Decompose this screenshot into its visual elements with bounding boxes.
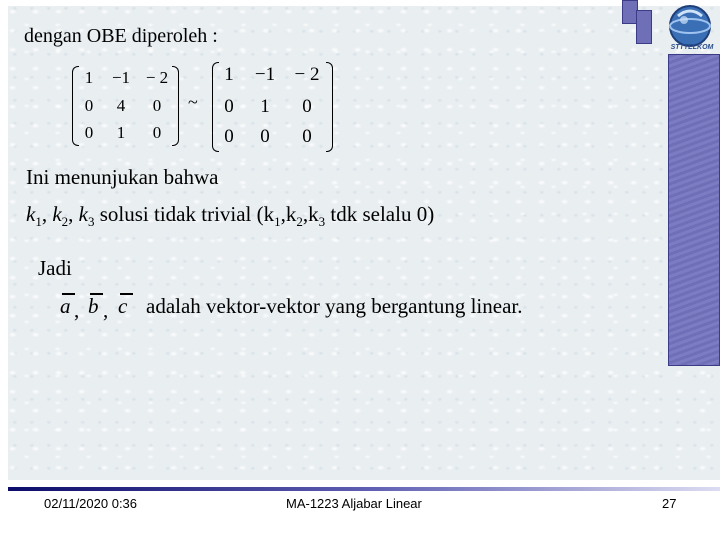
vector-sep-1: , bbox=[74, 298, 80, 322]
matrix-cell: 0 bbox=[302, 96, 312, 117]
comma-k: ,k bbox=[302, 202, 319, 226]
matrix-cell: 1 bbox=[116, 123, 126, 142]
vector-a bbox=[60, 294, 71, 319]
subscript: 2 bbox=[296, 214, 303, 230]
subscript: 3 bbox=[318, 214, 326, 230]
solution-text-end: tdk selalu 0) bbox=[325, 202, 435, 226]
conclusion-text: adalah vektor-vektor yang bergantung linear. bbox=[146, 294, 523, 318]
bracket-right bbox=[172, 66, 179, 146]
vector-bar bbox=[62, 293, 75, 295]
matrix-cell: −1 bbox=[254, 64, 276, 85]
deco-bar-right bbox=[668, 54, 720, 366]
comma: , bbox=[41, 202, 53, 226]
footer-date: 02/11/2020 0:36 bbox=[44, 496, 138, 511]
matrix-cell: 1 bbox=[260, 96, 270, 117]
footer-page-number: 27 bbox=[662, 496, 677, 511]
matrix-cell: 1 bbox=[84, 68, 94, 87]
vector-sep-2: , bbox=[103, 298, 109, 322]
matrix-cell: 0 bbox=[84, 96, 94, 115]
k-var: k bbox=[52, 202, 62, 226]
k-var: k bbox=[26, 202, 36, 226]
matrix-cell: 0 bbox=[84, 123, 94, 142]
bracket-right bbox=[326, 62, 333, 152]
matrix-cell: 0 bbox=[224, 126, 234, 147]
matrix-cell: 0 bbox=[302, 126, 312, 147]
footer-divider bbox=[8, 487, 720, 491]
footer-course: MA-1223 Aljabar Linear bbox=[286, 496, 422, 511]
matrix-cell: 0 bbox=[152, 123, 162, 142]
matrix-cell: − 2 bbox=[145, 68, 169, 87]
vector-a-label: a bbox=[60, 294, 71, 318]
matrix-cell: 0 bbox=[260, 126, 270, 147]
intro-text: dengan OBE diperoleh : bbox=[24, 25, 218, 47]
jadi-text: Jadi bbox=[38, 256, 72, 280]
vector-c-label: c bbox=[118, 294, 128, 318]
vector-bar bbox=[90, 293, 103, 295]
statement-line: Ini menunjukan bahwa bbox=[26, 165, 219, 189]
matrix-cell: 0 bbox=[224, 96, 234, 117]
subscript: 3 bbox=[87, 214, 95, 230]
matrix-left bbox=[72, 66, 182, 148]
matrix-cell: 4 bbox=[116, 96, 126, 115]
matrix-right bbox=[212, 62, 336, 156]
vector-bar bbox=[120, 293, 133, 295]
matrix-cell: − 2 bbox=[294, 64, 320, 85]
equivalence-symbol: ~ bbox=[188, 92, 198, 112]
matrix-cell: 1 bbox=[224, 64, 234, 85]
comma: , bbox=[68, 202, 79, 226]
matrix-cell: −1 bbox=[111, 68, 131, 87]
vector-b-label: b bbox=[88, 294, 99, 318]
subscript: 1 bbox=[35, 214, 42, 230]
vector-c bbox=[118, 294, 127, 319]
solution-line bbox=[26, 202, 434, 230]
solution-text: solusi tidak trivial (k bbox=[94, 202, 275, 226]
subscript: 2 bbox=[61, 214, 69, 230]
vector-b bbox=[88, 294, 99, 319]
matrix-cell: 0 bbox=[152, 96, 162, 115]
comma-k: ,k bbox=[280, 202, 297, 226]
k-var: k bbox=[78, 202, 88, 226]
deco-bar-2 bbox=[636, 10, 652, 44]
subscript: 1 bbox=[274, 214, 281, 230]
logo-text: STTTELKOM bbox=[670, 44, 714, 51]
